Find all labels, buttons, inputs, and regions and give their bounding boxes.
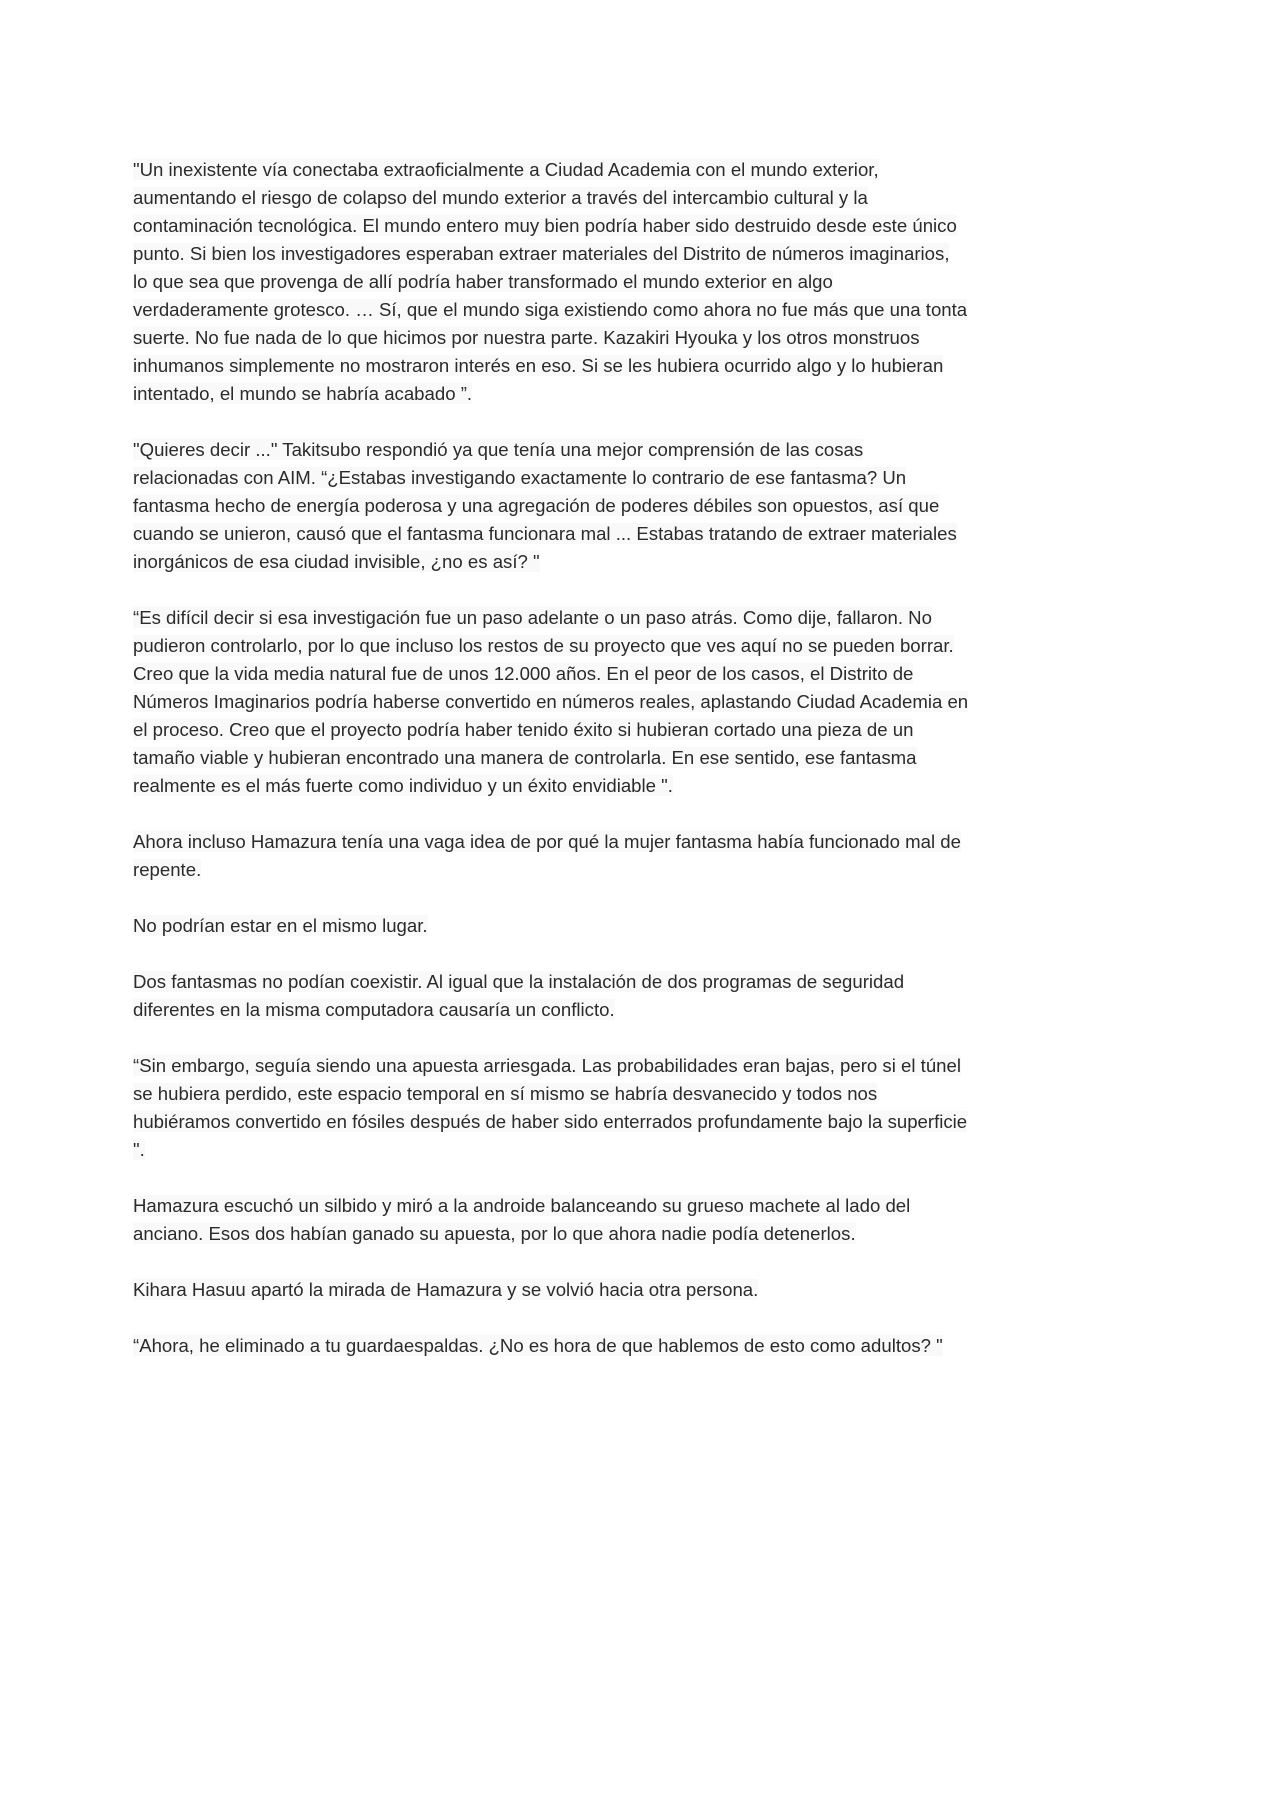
paragraph-text: Dos fantasmas no podían coexistir. Al igual que la instalación de dos programas de seguridad diferentes en la misma computadora causaría un conflicto. [133,971,905,1020]
paragraph-text: “Ahora, he eliminado a tu guardaespaldas. ¿No es hora de que hablemos de esto como adultos? " [133,1335,943,1356]
paragraph [133,604,969,800]
paragraph-text: No podrían estar en el mismo lugar. [133,915,428,936]
paragraph-text: Kihara Hasuu apartó la mirada de Hamazura y se volvió hacia otra persona. [133,1279,759,1300]
paragraph-text: “Es difícil decir si esa investigación fue un paso adelante o un paso atrás. Como dije, fallaron. No pudieron controlarlo, por lo que incluso los restos de su proyecto que ves aquí no se pueden borrar. Creo que la vida media natural fue de unos 12.000 años. En el peor de los casos, el Distrito de Números Imaginarios podría haberse convertido en números reales, aplastando Ciudad Academia en el proceso. Creo que el proyecto podría haber tenido éxito si hubieran cortado una pieza de un tamaño viable y hubieran encontrado una manera de controlarla. En ese sentido, ese fantasma realmente es el más fuerte como individuo y un éxito envidiable ". [133,607,969,796]
document-page [133,156,969,1388]
paragraph [133,1332,969,1360]
paragraph-text: "Quieres decir ..." Takitsubo respondió ya que tenía una mejor comprensión de las cosas relacionadas con AIM. “¿Estabas investigando exactamente lo contrario de ese fantasma? Un fantasma hecho de energía poderosa y una agregación de poderes débiles son opuestos, así que cuando se unieron, causó que el fantasma funcionara mal ... Estabas tratando de extraer materiales inorgánicos de esa ciudad invisible, ¿no es así? " [133,439,957,572]
paragraph [133,1192,969,1248]
paragraph [133,1052,969,1164]
paragraph-text: Hamazura escuchó un silbido y miró a la androide balanceando su grueso machete al lado del anciano. Esos dos habían ganado su apuesta, por lo que ahora nadie podía detenerlos. [133,1195,911,1244]
paragraph-text: “Sin embargo, seguía siendo una apuesta arriesgada. Las probabilidades eran bajas, pero si el túnel se hubiera perdido, este espacio temporal en sí mismo se habría desvanecido y todos nos hubiéramos convertido en fósiles después de haber sido enterrados profundamente bajo la superficie ". [133,1055,968,1160]
paragraph-text: Ahora incluso Hamazura tenía una vaga idea de por qué la mujer fantasma había funcionado mal de repente. [133,831,961,880]
paragraph [133,156,969,408]
paragraph [133,1276,969,1304]
paragraph [133,968,969,1024]
paragraph [133,912,969,940]
paragraph-text: "Un inexistente vía conectaba extraoficialmente a Ciudad Academia con el mundo exterior, aumentando el riesgo de colapso del mundo exterior a través del intercambio cultural y la contaminación tecnológica. El mundo entero muy bien podría haber sido destruido desde este único punto. Si bien los investigadores esperaban extraer materiales del Distrito de números imaginarios, lo que sea que provenga de allí podría haber transformado el mundo exterior en algo verdaderamente grotesco. … Sí, que el mundo siga existiendo como ahora no fue más que una tonta suerte. No fue nada de lo que hicimos por nuestra parte. Kazakiri Hyouka y los otros monstruos inhumanos simplemente no mostraron interés en eso. Si se les hubiera ocurrido algo y lo hubieran intentado, el mundo se habría acabado ”. [133,159,968,404]
paragraph [133,436,969,576]
paragraph [133,828,969,884]
